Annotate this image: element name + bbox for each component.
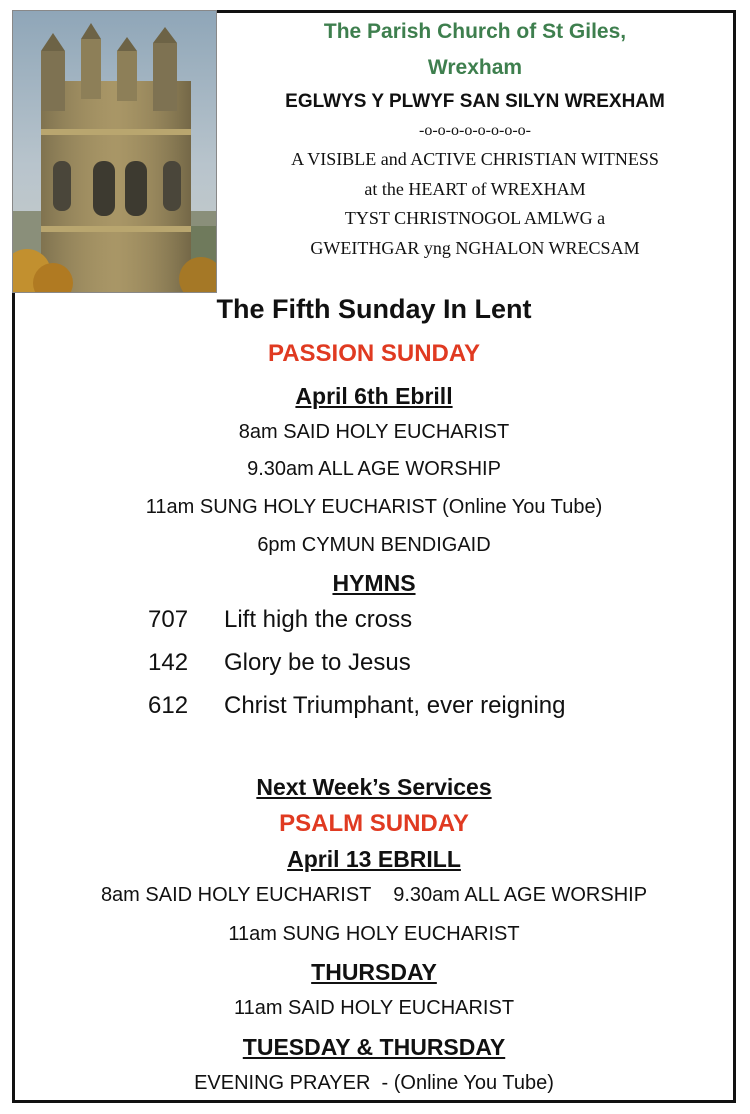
mission-line-2: at the HEART of WREXHAM (364, 178, 586, 199)
next-week-subtitle: PSALM SUNDAY (279, 810, 469, 837)
mission-line-3: TYST CHRISTNOGOL AMLWG a (344, 208, 606, 228)
church-tower-photo (12, 10, 217, 293)
church-tower-illustration (13, 11, 217, 293)
thursday-heading: THURSDAY (311, 959, 437, 985)
tue-thu-heading: TUESDAY & THURSDAY (242, 1034, 506, 1060)
parish-title-line2: Wrexham (427, 56, 523, 79)
next-week-date: April 13 EBRILL (287, 846, 461, 872)
sunday-subtitle: PASSION SUNDAY (267, 340, 481, 367)
mission-line-4: GWEITHGAR yng NGHALON WRECSAM (310, 237, 640, 258)
welsh-title: EGLWYS Y PLWYF SAN SILYN WREXHAM (285, 91, 665, 112)
hymn-number: 612 (148, 692, 189, 719)
service-line-2: 9.30am ALL AGE WORSHIP (247, 458, 501, 480)
hymn-title: Glory be to Jesus (224, 649, 411, 676)
hymns-heading: HYMNS (332, 570, 416, 596)
hymn-title: Christ Triumphant, ever reigning (224, 692, 566, 719)
mission-line-1: A VISIBLE and ACTIVE CHRISTIAN WITNESS (291, 149, 659, 169)
hymn-number: 707 (148, 606, 189, 633)
tue-thu-service: EVENING PRAYER - (Online You Tube) (194, 1072, 554, 1094)
parish-title-line1: The Parish Church of St Giles, (323, 20, 627, 43)
service-line-4: 6pm CYMUN BENDIGAID (257, 534, 491, 556)
divider-line: -o-o-o-o-o-o-o-o- (419, 122, 531, 139)
service-line-1: 8am SAID HOLY EUCHARIST (238, 421, 510, 443)
next-week-service-line-1: 8am SAID HOLY EUCHARIST 9.30am ALL AGE WORSHIP (100, 884, 648, 906)
church-header (222, 14, 728, 263)
sunday-date: April 6th Ebrill (295, 383, 453, 409)
service-line-3: 11am SUNG HOLY EUCHARIST (Online You Tube) (145, 496, 603, 518)
hymn-title: Lift high the cross (224, 606, 413, 633)
thursday-service: 11am SAID HOLY EUCHARIST (233, 997, 515, 1019)
sunday-title: The Fifth Sunday In Lent (216, 294, 532, 324)
next-week-heading: Next Week’s Services (256, 774, 492, 800)
next-week-service-line-2: 11am SUNG HOLY EUCHARIST (228, 923, 520, 945)
hymn-number: 142 (148, 649, 189, 676)
